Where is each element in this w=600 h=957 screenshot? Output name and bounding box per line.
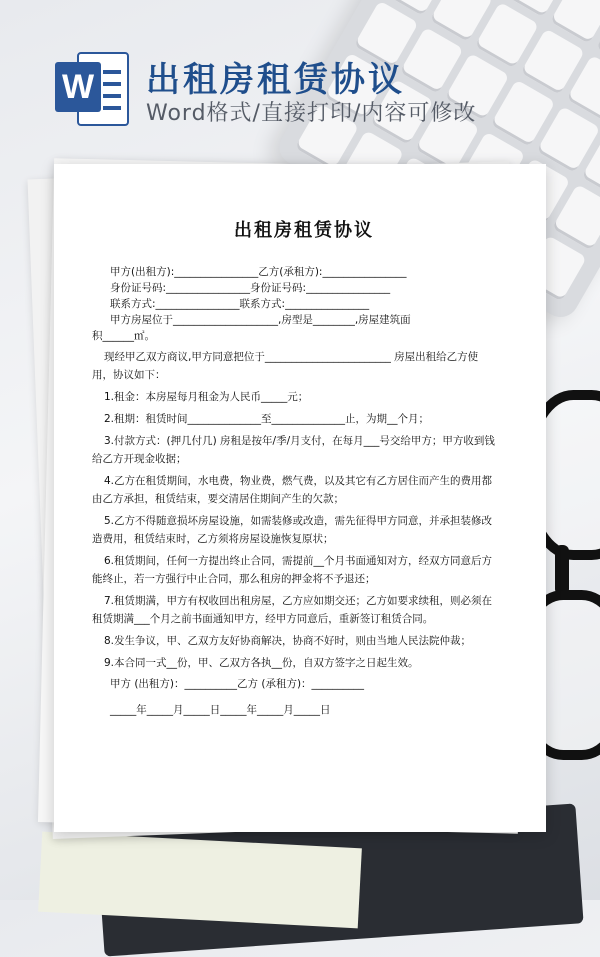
banner-title: 出租房租赁协议 [146, 60, 405, 100]
id-number-line: 身份证号码:________________身份证号码:________________ [110, 282, 391, 294]
clause-renewal: 7.租赁期满，甲方有权收回出租房屋，乙方应如期交还；乙方如要求续租，则必须在租赁期满___个月之前书面通知甲方，经甲方同意后，重新签订租赁合同。 [92, 595, 493, 625]
clause-copies: 9.本合同一式__份，甲、乙双方各执__份，自双方签字之日起生效。 [104, 657, 419, 669]
document-title: 出租房租赁协议 [234, 220, 374, 241]
clause-term: 2.租期：租赁时间______________至______________止，为期__个月； [104, 413, 430, 425]
signature-line: 甲方 (出租方)：__________乙方 (承租方)：__________ [110, 678, 365, 690]
clause-dispute: 8.发生争议，甲、乙双方友好协商解决，协商不好时，则由当地人民法院仲裁； [104, 635, 472, 647]
banner-subtitle: Word格式/直接打印/内容可修改 [146, 101, 477, 126]
property-area-line: 积______㎡。 [92, 330, 155, 342]
agreement-intro: 现经甲乙双方商议,甲方同意把位于________________________ 房屋出租给乙方使用，协议如下： [92, 351, 479, 381]
word-logo-icon [55, 48, 127, 126]
document-page [54, 164, 546, 832]
notebook-page-decoration [38, 832, 362, 929]
clause-facilities: 5.乙方不得随意损坏房屋设施，如需装修或改造，需先征得甲方同意，并承担装修改造费用，租赁结束时，乙方须将房屋设施恢复原状； [92, 515, 493, 545]
word-logo-letter: W [55, 62, 101, 112]
clause-termination: 6.租赁期间，任何一方提出终止合同，需提前__个月书面通知对方，经双方同意后方能终止，若一方强行中止合同，那么租房的押金将不予退还； [92, 555, 493, 585]
clause-payment: 3.付款方式：(押几付几) 房租是按年/季/月支付，在每月___号交给甲方；甲方收到钱给乙方开现金收据； [92, 435, 495, 465]
contact-line: 联系方式:________________联系方式:________________ [110, 298, 370, 310]
clause-rent: 1.租金：本房屋每月租金为人民币_____元； [104, 391, 309, 403]
property-location-line: 甲方房屋位于____________________,房型是________,房屋建筑面 [110, 314, 411, 326]
party-line: 甲方(出租方):________________乙方(承租方):________________ [110, 266, 407, 278]
clause-utilities: 4.乙方在租赁期间，水电费，物业费，燃气费，以及其它有乙方居住而产生的费用都由乙方承担，租赁结束，要交清居住期间产生的欠款； [92, 475, 493, 505]
date-line: _____年_____月_____日_____年_____月_____日 [110, 704, 331, 716]
